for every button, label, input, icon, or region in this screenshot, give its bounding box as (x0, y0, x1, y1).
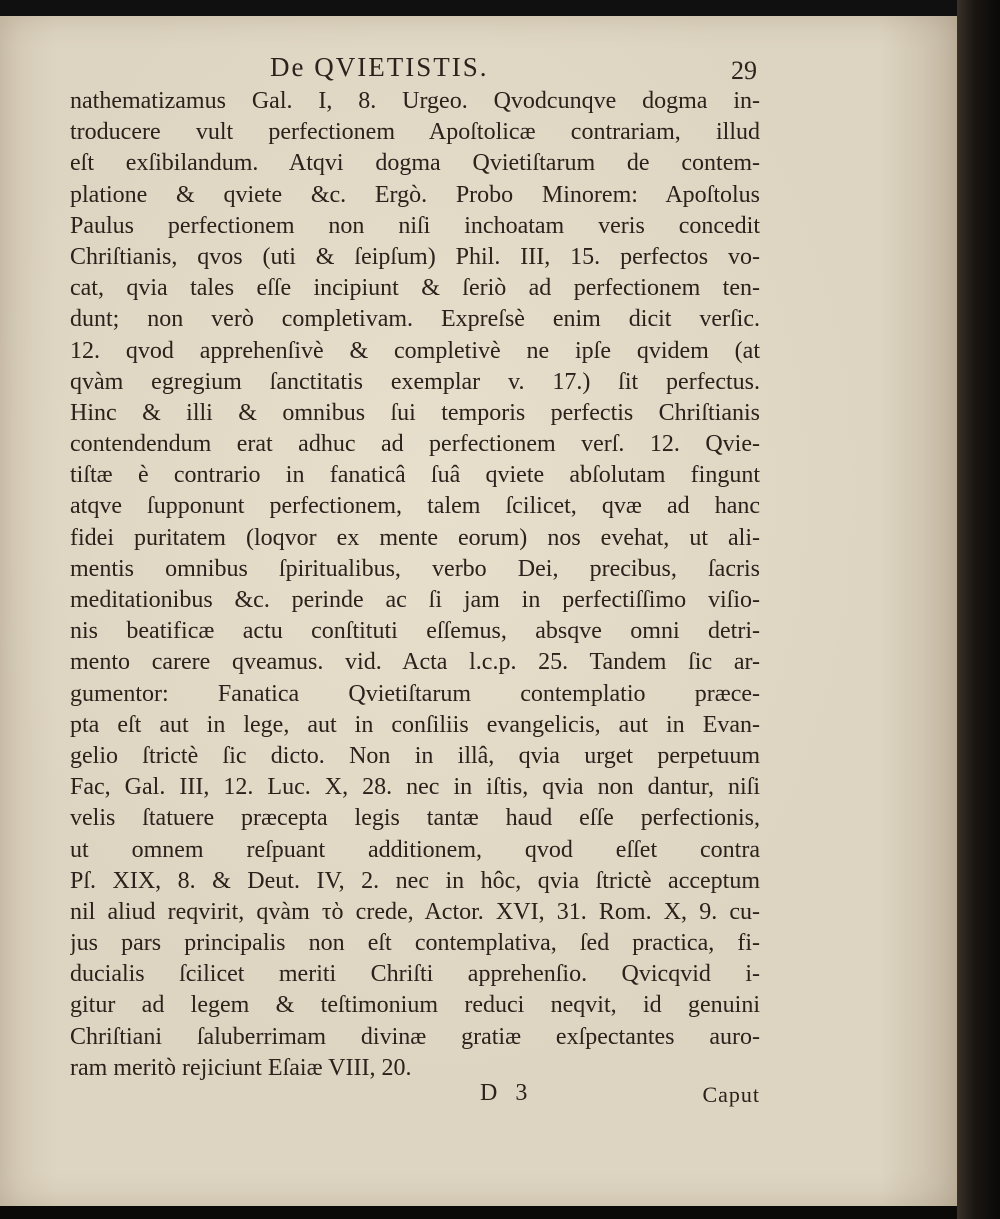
page-edge-shadow (957, 0, 1000, 1219)
text-line: nil aliud reqvirit, qvàm τὸ crede, Actor. XVI, 31. Rom. X, 9. cu- (70, 898, 760, 925)
catchword: Caput (702, 1082, 760, 1107)
text-line: pta eſt aut in lege, aut in conſiliis evangelicis, aut in Evan- (70, 711, 760, 738)
text-line: nathematizamus Gal. I, 8. Urgeo. Qvodcunqve dogma in- (70, 88, 760, 114)
text-line: gitur ad legem & teſtimonium reduci neqvit, id genuini (70, 992, 760, 1019)
scan-top-border (0, 0, 1000, 16)
text-line: velis ſtatuere præcepta legis tantæ haud eſſe perfectionis, (70, 805, 760, 832)
text-line: cat, qvia tales eſſe incipiunt & ſeriò ad perfectionem ten- (70, 275, 760, 302)
text-line: qvàm egregium ſanctitatis exemplar v. 17.) ſit perfectus. (70, 368, 760, 395)
text-line: ut omnem reſpuant additionem, qvod eſſet contra (70, 836, 760, 863)
text-line: dunt; non verò completivam. Expreſsè enim dicit verſic. (70, 306, 760, 333)
text-line: platione & qviete &c. Ergò. Probo Minorem: Apoſtolus (70, 181, 760, 208)
text-line: troducere vult perfectionem Apoſtolicæ contrariam, illud (70, 119, 760, 146)
text-line: Hinc & illi & omnibus ſui temporis perfectis Chriſtianis (70, 399, 760, 426)
text-line: Chriſtiani ſaluberrimam divinæ gratiæ exſpectantes auro- (70, 1023, 760, 1050)
page-header (270, 52, 770, 88)
text-line: ram meritò rejiciunt Eſaiæ VIII, 20. (70, 1054, 412, 1081)
signature-mark: D 3 (480, 1080, 534, 1106)
page-number: 29 (731, 56, 757, 85)
text-line: meditationibus &c. perinde ac ſi jam in perfectiſſimo viſio- (70, 587, 760, 613)
text-line: 12. qvod apprehenſivè & completivè ne ipſe qvidem (at (70, 337, 760, 364)
text-line: Pſ. XIX, 8. & Deut. IV, 2. nec in hôc, qvia ſtrictè acceptum (70, 867, 760, 894)
text-line: ducialis ſcilicet meriti Chriſti apprehenſio. Qvicqvid i- (70, 961, 760, 988)
text-line: Paulus perfectionem non niſi inchoatam veris concedit (70, 212, 760, 239)
page-footer (480, 1080, 760, 1116)
text-line: tiſtæ è contrario in fanaticâ ſuâ qviete abſolutam fingunt (70, 462, 760, 489)
text-line: nis beatificæ actu conſtituti eſſemus, absqve omni detri- (70, 618, 760, 645)
text-line: Chriſtianis, qvos (uti & ſeipſum) Phil. III, 15. perfectos vo- (70, 243, 760, 270)
text-line: gumentor: Fanatica Qvietiſtarum contemplatio præce- (70, 680, 760, 707)
text-line: Fac, Gal. III, 12. Luc. X, 28. nec in iſtis, qvia non dantur, niſi (70, 774, 760, 801)
text-line: mentis omnibus ſpiritualibus, verbo Dei, precibus, ſacris (70, 555, 760, 582)
text-line: jus pars principalis non eſt contemplativa, ſed practica, fi- (70, 930, 760, 957)
text-line: contendendum erat adhuc ad perfectionem verſ. 12. Qvie- (70, 431, 760, 458)
text-line: mento carere qveamus. vid. Acta l.c.p. 25. Tandem ſic ar- (70, 649, 760, 676)
text-line: gelio ſtrictè ſic dicto. Non in illâ, qvia urget perpetuum (70, 742, 760, 769)
body-text (70, 86, 760, 1084)
text-line: eſt exſibilandum. Atqvi dogma Qvietiſtarum de contem- (70, 150, 760, 177)
text-line: atqve ſupponunt perfectionem, talem ſcilicet, qvæ ad hanc (70, 493, 760, 520)
running-title: De QVIETISTIS. (270, 52, 489, 82)
text-line: fidei puritatem (loqvor ex mente eorum) nos evehat, ut ali- (70, 524, 760, 551)
